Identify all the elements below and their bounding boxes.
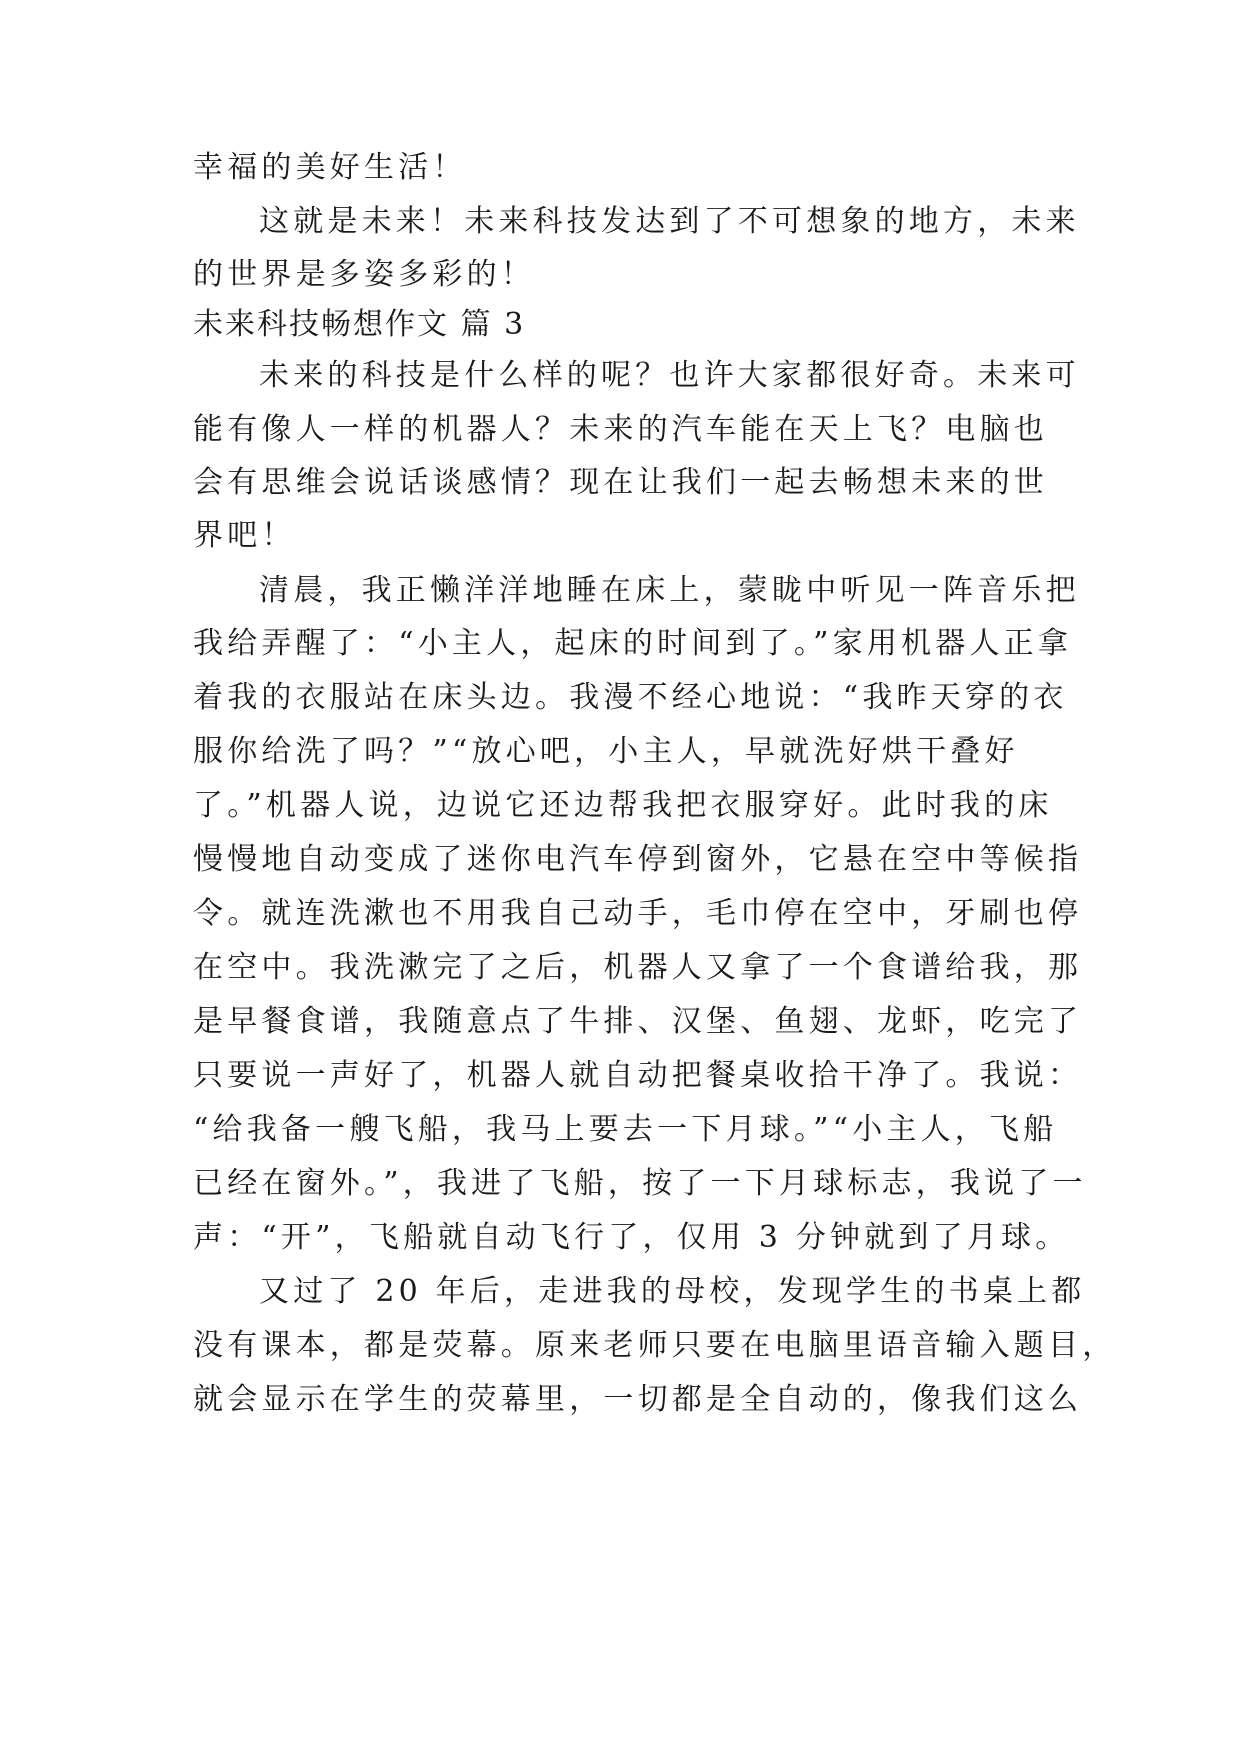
- paragraph-line: 的世界是多姿多彩的！: [193, 257, 535, 292]
- paragraph-line: 着我的衣服站在床头边。我漫不经心地说：“我昨天穿的衣: [193, 680, 1068, 715]
- paragraph-line: 服你给洗了吗？”“放心吧，小主人，早就洗好烘干叠好: [193, 734, 1019, 769]
- paragraph-line: 没有课本，都是荧幕。原来老师只要在电脑里语音输入题目，: [193, 1328, 1117, 1363]
- paragraph-line: “给我备一艘飞船，我马上要去一下月球。”“小主人，飞船: [193, 1112, 1058, 1147]
- paragraph-line: 就会显示在学生的荧幕里，一切都是全自动的，像我们这么: [193, 1382, 1083, 1417]
- section-heading: 未来科技畅想作文 篇 3: [193, 307, 526, 342]
- paragraph-line: 令。就连洗漱也不用我自己动手，毛巾停在空中，牙刷也停: [193, 896, 1083, 931]
- paragraph-line: 能有像人一样的机器人？未来的汽车能在天上飞？电脑也: [193, 412, 1048, 447]
- paragraph-line: 慢慢地自动变成了迷你电汽车停到窗外，它悬在空中等候指: [193, 842, 1083, 877]
- paragraph-line: 界吧！: [193, 518, 296, 553]
- paragraph-line: 已经在窗外。”，我进了飞船，按了一下月球标志，我说了一: [193, 1166, 1087, 1201]
- paragraph-line: 只要说一声好了，机器人就自动把餐桌收拾干净了。我说：: [193, 1058, 1083, 1093]
- paragraph-line: 是早餐食谱，我随意点了牛排、汉堡、鱼翅、龙虾，吃完了: [193, 1004, 1083, 1039]
- paragraph-line: 了。”机器人说，边说它还边帮我把衣服穿好。此时我的床: [193, 788, 1053, 823]
- paragraph-line: 在空中。我洗漱完了之后，机器人又拿了一个食谱给我，那: [193, 950, 1083, 985]
- paragraph-line: 清晨，我正懒洋洋地睡在床上，蒙眬中听见一阵音乐把: [259, 573, 1080, 608]
- paragraph-line: 这就是未来！未来科技发达到了不可想象的地方，未来: [259, 204, 1080, 239]
- paragraph-line: 又过了 20 年后，走进我的母校，发现学生的书桌上都: [259, 1274, 1086, 1309]
- paragraph-line: 声：“开”，飞船就自动飞行了，仅用 3 分钟就到了月球。: [193, 1220, 1070, 1255]
- paragraph-line: 幸福的美好生活！: [193, 150, 467, 185]
- paragraph-line: 我给弄醒了：“小主人，起床的时间到了。”家用机器人正拿: [193, 626, 1073, 661]
- paragraph-line: 未来的科技是什么样的呢？也许大家都很好奇。未来可: [259, 358, 1080, 393]
- paragraph-line: 会有思维会说话谈感情？现在让我们一起去畅想未来的世: [193, 465, 1048, 500]
